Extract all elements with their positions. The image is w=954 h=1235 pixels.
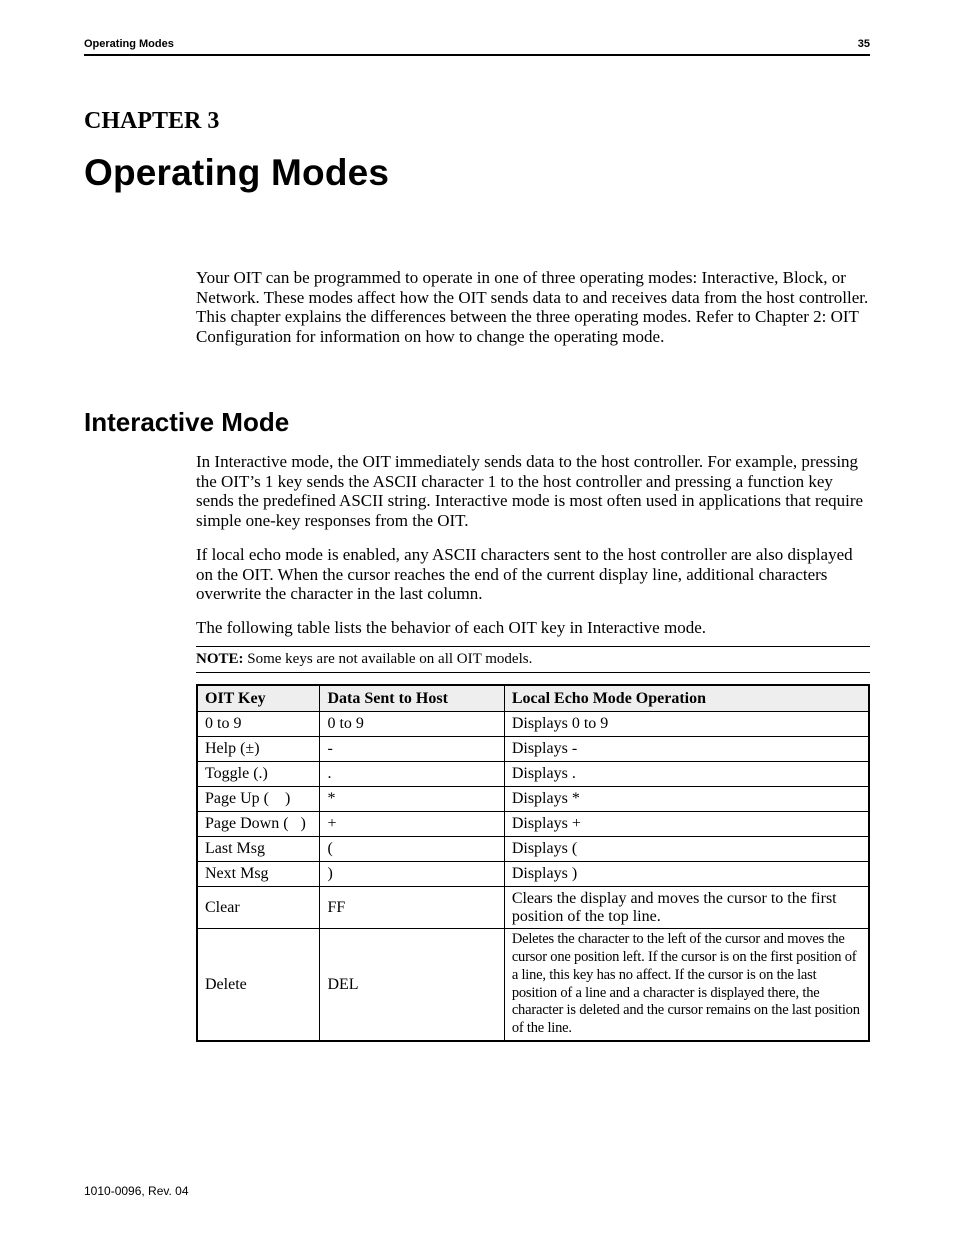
- note-label: NOTE:: [196, 651, 244, 667]
- table-row: [197, 812, 869, 837]
- key-behavior-table: [196, 684, 870, 1042]
- table-cell: Delete: [197, 929, 320, 1042]
- table-row: [197, 929, 869, 1042]
- table-header-row: [197, 685, 869, 712]
- table-cell: Deletes the character to the left of the cursor and moves the cursor one position left. If the cursor is on the first position of a line, this key has no affect. If the cursor is on the last position of a line and a character is displayed there, the character is deleted and the cursor remains on the last position of the line.: [504, 929, 869, 1042]
- table-cell: (: [320, 837, 504, 862]
- table-row: [197, 762, 869, 787]
- table-row: [197, 862, 869, 887]
- table-cell: Next Msg: [197, 862, 320, 887]
- table-cell: Displays ): [504, 862, 869, 887]
- table-cell: Displays (: [504, 837, 869, 862]
- body-paragraph: If local echo mode is enabled, any ASCII characters sent to the host controller are also displayed on the OIT. When the cursor reaches the end of the current display line, additional characters overwrite the character in the last column.: [196, 545, 853, 604]
- table-cell: Page Down ( ): [197, 812, 320, 837]
- table-row: [197, 787, 869, 812]
- table-cell: DEL: [320, 929, 504, 1042]
- header-page-number: 35: [857, 38, 870, 50]
- column-header: Local Echo Mode Operation: [504, 685, 869, 712]
- note-text: Some keys are not available on all OIT models.: [247, 651, 533, 667]
- table-row: [197, 837, 869, 862]
- note-box: [196, 646, 870, 673]
- table-cell: Clears the display and moves the cursor to the first position of the top line.: [504, 887, 869, 929]
- column-header: Data Sent to Host: [320, 685, 504, 712]
- table-cell: Displays *: [504, 787, 869, 812]
- table-cell: 0 to 9: [197, 712, 320, 737]
- table-cell: Clear: [197, 887, 320, 929]
- table-cell: Displays +: [504, 812, 869, 837]
- intro-paragraph: Your OIT can be programmed to operate in one of three operating modes: Interactive, Block, or Network. These modes affect how the OIT sends data to and receives data from the host controller. This chapter explains the differences between the three operating modes. Refer to Chapter 2: OIT Configuration for information on how to change the operating mode.: [196, 268, 869, 347]
- table-row: [197, 712, 869, 737]
- header-section-title: Operating Modes: [84, 38, 174, 50]
- footer-doc-number: 1010-0096, Rev. 04: [84, 1184, 189, 1198]
- table-cell: *: [320, 787, 504, 812]
- table-cell: FF: [320, 887, 504, 929]
- section-heading-interactive-mode: Interactive Mode: [84, 407, 290, 437]
- table-cell: Last Msg: [197, 837, 320, 862]
- table-cell: Displays 0 to 9: [504, 712, 869, 737]
- body-paragraph: In Interactive mode, the OIT immediately sends data to the host controller. For example, pressing the OIT’s 1 key sends the ASCII character 1 to the host controller and pressing a function key sends the predefined ASCII string. Interactive mode is most often used in applications that require simple one-key responses from the OIT.: [196, 452, 864, 531]
- table-cell: Displays -: [504, 737, 869, 762]
- table-row: [197, 887, 869, 929]
- table-cell: -: [320, 737, 504, 762]
- table-cell: .: [320, 762, 504, 787]
- table-row: [197, 737, 869, 762]
- table-cell: ): [320, 862, 504, 887]
- table-cell: Toggle (.): [197, 762, 320, 787]
- table-cell: +: [320, 812, 504, 837]
- chapter-label: CHAPTER 3: [84, 108, 220, 134]
- table-cell: Help (±): [197, 737, 320, 762]
- body-paragraph: The following table lists the behavior of each OIT key in Interactive mode.: [196, 618, 706, 637]
- table-cell: Displays .: [504, 762, 869, 787]
- column-header: OIT Key: [197, 685, 320, 712]
- page-header: [84, 38, 870, 56]
- table-cell: Page Up ( ): [197, 787, 320, 812]
- page-title: Operating Modes: [84, 152, 390, 193]
- table-cell: 0 to 9: [320, 712, 504, 737]
